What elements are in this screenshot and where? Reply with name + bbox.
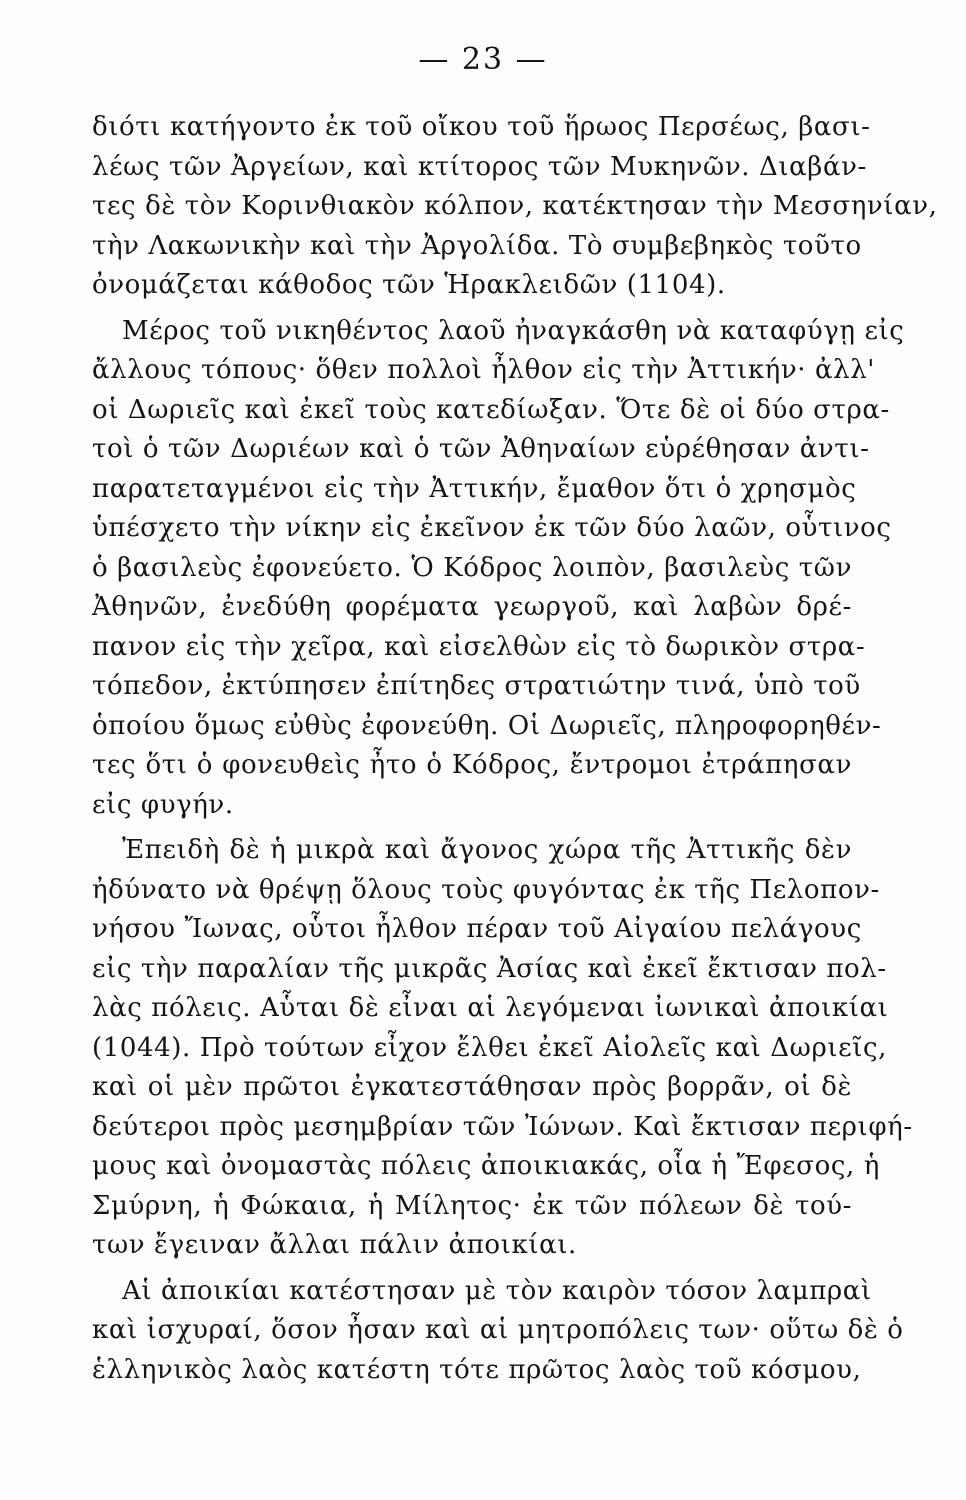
text-line: Σμύρνη, ἡ Φώκαια, ἡ Μίλητος· ἐκ τῶν πόλεων δὲ τού- <box>92 1190 852 1221</box>
paragraph-2 <box>92 312 905 826</box>
paragraph-1 <box>92 108 938 306</box>
text-line: πανον εἰς τὴν χεῖρα, καὶ εἰσελθὼν εἰς τὸ δωρικὸν στρα- <box>92 631 866 662</box>
text-line: ἠδύνατο νὰ θρέψῃ ὅλους τοὺς φυγόντας ἐκ τῆς Πελοπον- <box>92 874 880 905</box>
text-line: ὑπέσχετο τὴν νίκην εἰς ἐκεῖνον ἐκ τῶν δύο λαῶν, οὗτινος <box>92 513 892 543</box>
text-line: Ἀθηνῶν, ἐνεδύθη φορέματα γεωργοῦ, καὶ λαβὼν δρέ- <box>92 592 852 622</box>
text-line: Ἐπειδὴ δὲ ἡ μικρὰ καὶ ἄγονος χώρα τῆς Ἀττικῆς δὲν <box>122 835 852 865</box>
text-line: οἱ Δωριεῖς καὶ ἐκεῖ τοὺς κατεδίωξαν. Ὅτε δὲ οἱ δύο στρα- <box>92 394 890 425</box>
text-line: των ἔγειναν ἄλλαι πάλιν ἀποικίαι. <box>92 1230 577 1260</box>
text-line: ὁποίου ὅμως εὐθὺς ἐφονεύθη. Οἱ Δωριεῖς, πληροφορηθέν- <box>92 710 882 741</box>
text-line: ὁ βασιλεὺς ἐφονεύετο. Ὁ Κόδρος λοιπὸν, βασιλεὺς τῶν <box>92 552 852 583</box>
text-line: λὰς πόλεις. Αὗται δὲ εἶναι αἱ λεγόμεναι ἰωνικαὶ ἀποικίαι <box>92 993 889 1023</box>
text-line: Αἱ ἀποικίαι κατέστησαν μὲ τὸν καιρὸν τόσον λαμπραὶ <box>122 1275 872 1306</box>
text-line: δεύτεροι πρὸς μεσημβρίαν τῶν Ἰώνων. Καὶ ἔκτισαν περιφή- <box>92 1111 913 1142</box>
text-line: ὀνομάζεται κάθοδος τῶν Ἡρακλειδῶν (1104). <box>92 270 726 300</box>
text-line: διότι κατήγοντο ἐκ τοῦ οἴκου τοῦ ἥρωος Περσέως, βασι- <box>92 112 871 142</box>
text-line: καὶ οἱ μὲν πρῶτοι ἐγκατεστάθησαν πρὸς βορρᾶν, οἱ δὲ <box>92 1072 852 1102</box>
text-line: εἰς φυγήν. <box>92 789 234 820</box>
text-line: τὴν Λακωνικὴν καὶ τὴν Ἀργολίδα. Τὸ συμβεβηκὸς τοῦτο <box>92 230 862 261</box>
text-line: τόπεδον, ἐκτύπησεν ἐπίτηδες στρατιώτην τινά, ὑπὸ τοῦ <box>92 671 861 701</box>
text-line: εἰς τὴν παραλίαν τῆς μικρᾶς Ἀσίας καὶ ἐκεῖ ἔκτισαν πολ- <box>92 953 887 984</box>
page-number: — 23 — <box>418 42 548 77</box>
text-line: ἄλλους τόπους· ὅθεν πολλοὶ ἦλθον εἰς τὴν Ἀττικήν· ἀλλ' <box>92 355 876 385</box>
body-text <box>92 108 938 1390</box>
text-line: (1044). Πρὸ τούτων εἶχον ἔλθει ἐκεῖ Αἰολεῖς καὶ Δωριεῖς, <box>92 1032 888 1063</box>
text-line: παρατεταγμένοι εἰς τὴν Ἀττικήν, ἔμαθον ὅτι ὁ χρησμὸς <box>92 473 857 504</box>
text-line: λέως τῶν Ἀργείων, καὶ κτίτορος τῶν Μυκηνῶν. Διαβάν- <box>92 151 867 182</box>
paragraph-4 <box>92 1272 904 1391</box>
text-line: μους καὶ ὀνομαστὰς πόλεις ἀποικιακάς, οἷα ἡ Ἔφεσος, ἡ <box>92 1151 880 1181</box>
text-line: τοὶ ὁ τῶν Δωριέων καὶ ὁ τῶν Ἀθηναίων εὑρέθησαν ἀντι- <box>92 434 870 464</box>
text-line: ἑλληνικὸς λαὸς κατέστη τότε πρῶτος λαὸς τοῦ κόσμου, <box>92 1354 862 1385</box>
text-line: νήσου Ἴωνας, οὗτοι ἦλθον πέραν τοῦ Αἰγαίου πελάγους <box>92 914 862 944</box>
text-line: Μέρος τοῦ νικηθέντος λαοῦ ἠναγκάσθη νὰ καταφύγῃ εἰς <box>122 315 905 346</box>
paragraph-3 <box>92 831 913 1266</box>
text-line: τες δὲ τὸν Κορινθιακὸν κόλπον, κατέκτησαν τὴν Μεσσηνίαν, <box>92 191 938 221</box>
text-line: καὶ ἰσχυραί, ὅσον ἦσαν καὶ αἱ μητροπόλεις των· οὕτω δὲ ὁ <box>92 1315 904 1345</box>
text-line: τες ὅτι ὁ φονευθεὶς ἦτο ὁ Κόδρος, ἔντρομοι ἐτράπησαν <box>92 750 852 780</box>
